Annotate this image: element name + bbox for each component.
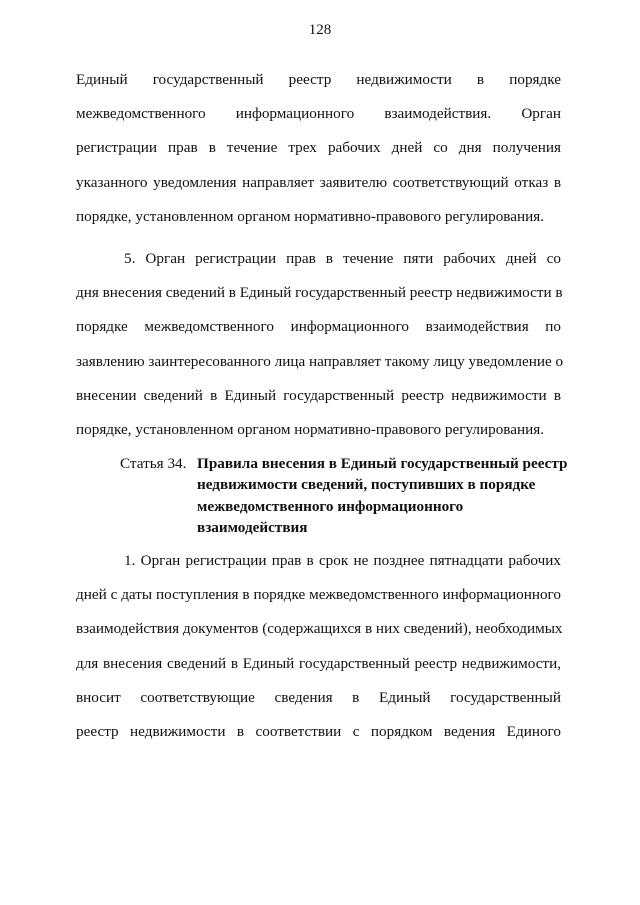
text-line: Единый государственный реестр недвижимости в порядке [76, 71, 561, 88]
paragraph-5 [76, 242, 564, 447]
article-title-line: Правила внесения в Единый государственный реестр [197, 455, 568, 472]
text-line: 1. Орган регистрации прав в срок не позднее пятнадцати рабочих [124, 552, 561, 569]
article-title-line: межведомственного информационного [197, 497, 464, 515]
text-line: внесении сведений в Единый государственный реестр недвижимости в [76, 386, 561, 404]
text-line: заявлению заинтересованного лица направляет такому лицу уведомление о [76, 352, 564, 370]
text-line: порядке, установленном органом нормативно-правового регулирования. [76, 207, 545, 225]
text-line: порядке, установленном органом нормативно-правового регулирования. [76, 420, 545, 438]
article-title-line: недвижимости сведений, поступивших в порядке [197, 476, 536, 494]
article-label: Статья 34. [120, 455, 187, 472]
text-line: для внесения сведений в Единый государственный реестр недвижимости, [76, 654, 561, 672]
text-line: 5. Орган регистрации прав в течение пяти рабочих дней со [124, 250, 561, 267]
article-title-line: взаимодействия [197, 519, 308, 537]
text-line: вносит соответствующие сведения в Единый государственный [76, 688, 561, 706]
page-number: 128 [308, 22, 332, 38]
text-line: дня внесения сведений в Единый государственный реестр недвижимости в [76, 284, 563, 302]
text-line: порядке межведомственного информационного взаимодействия по [76, 318, 561, 336]
paragraph-1-article-34 [76, 544, 561, 749]
paragraph-continuation [76, 63, 561, 234]
text-line: взаимодействия документов (содержащихся в них сведений), необходимых [76, 620, 563, 638]
text-line: регистрации прав в течение трех рабочих дней со дня получения [76, 139, 561, 157]
text-line: межведомственного информационного взаимодействия. Орган [76, 105, 561, 123]
article-title [197, 453, 568, 539]
text-line: реестр недвижимости в соответствии с порядком ведения Единого [76, 722, 561, 740]
text-line: дней с даты поступления в порядке межведомственного информационного [76, 586, 561, 604]
text-line: указанного уведомления направляет заявителю соответствующий отказ в [76, 173, 561, 191]
